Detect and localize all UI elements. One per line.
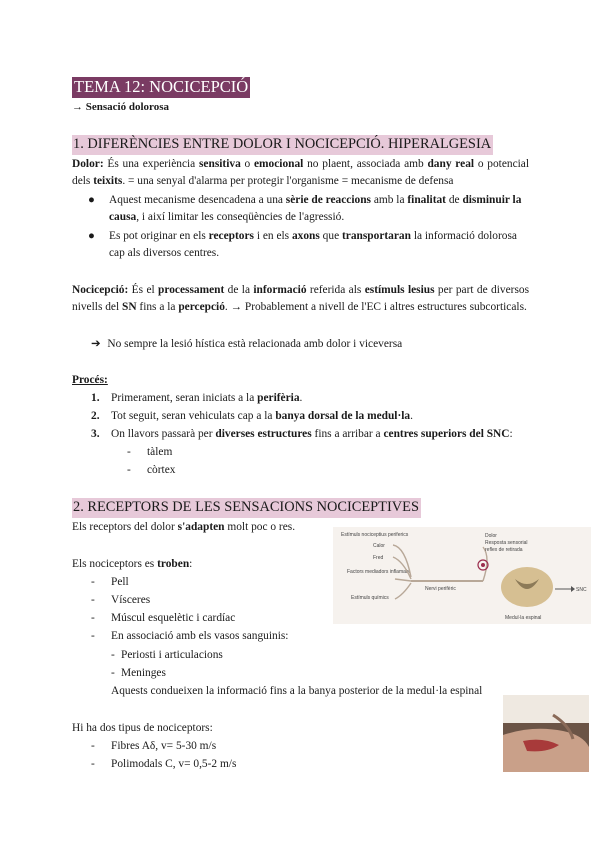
bullet-icon: ●	[88, 194, 95, 206]
conduct-text: Aquests condueixen la informació fins a la banya posterior de la medul·la espinal	[111, 685, 483, 697]
bullet-icon: ●	[88, 230, 95, 242]
diagram-snc-label: SNC	[576, 587, 587, 593]
dolor-definition: Dolor: És una experiència sensitiva o emocional no plaent, associada amb dany real o potencial dels teixits. = una senyal d'alarma per protegir l'organisme = mecanisme de defensa	[72, 158, 530, 187]
nociception-diagram-svg	[333, 527, 591, 624]
diagram-center-label: Nervi perifèric	[425, 586, 456, 592]
diagram-bottom-label: Medul·la espinal	[505, 615, 542, 621]
burn-photo	[503, 695, 589, 772]
diagram-right-line-2: reflex de retirada	[485, 547, 523, 553]
section-2-heading: 2. RECEPTORS DE LES SENSACIONS NOCICEPTIVES	[72, 498, 421, 518]
section-1-heading: 1. DIFERÈNCIES ENTRE DOLOR I NOCICEPCIÓ. HIPERALGESIA	[72, 135, 493, 155]
page-title: TEMA 12: NOCICEPCIÓ	[74, 77, 249, 96]
arrow-note-text: No sempre la lesió hística està relacionada amb dolor i viceversa	[107, 338, 403, 350]
types-intro: Hi ha dos tipus de nociceptors:	[72, 722, 213, 734]
bullet-text: Es pot originar en els receptors i en els axons que transportaran la informació dolorosa cap als diversos centres.	[109, 230, 517, 259]
page-subtitle: → Sensació dolorosa	[72, 101, 169, 113]
diagram-right-line-1: Resposta sensorial	[485, 540, 528, 546]
photo-sheet	[503, 695, 589, 723]
arrow-head-icon	[571, 586, 575, 592]
diagram-label-chemical: Estímuls químics	[351, 595, 389, 601]
receptor-core-icon	[481, 563, 485, 567]
burn-photo-svg	[503, 695, 589, 772]
arrow-note	[91, 336, 402, 353]
fiber-chemical	[395, 583, 411, 599]
receptors-intro: Els receptors del dolor s'adapten molt poc o res.	[72, 521, 296, 533]
proces-heading: Procés:	[72, 374, 108, 386]
troben-intro: Els nociceptors es troben:	[72, 558, 193, 570]
diagram-caption: Estímuls nociceptius periferics	[341, 532, 409, 538]
nocicepcio-definition: Nocicepció: És el processament de la informació referida als estímuls lesius per part de diversos nivells del SN fins a la percepció. → Probablement a nivell de l'EC i altres estructures subcorticals.	[72, 284, 530, 313]
bullet-text: Aquest mecanisme desencadena a una sèrie de reaccions amb la finalitat de disminuir la causa, i així limitar les conseqüències de l'agressió.	[109, 194, 522, 223]
nociception-diagram	[333, 527, 591, 624]
hand-shape-icon	[503, 729, 589, 772]
diagram-label-inflammatory: Factors mediadors inflamats	[347, 569, 410, 575]
arrow-icon: ➔	[91, 338, 101, 350]
diagram-label-heat: Calor	[373, 543, 385, 549]
diagram-right-title: Dolor	[485, 533, 497, 539]
fiber-inflammatory	[395, 579, 411, 581]
diagram-label-cold: Fred	[373, 555, 384, 561]
